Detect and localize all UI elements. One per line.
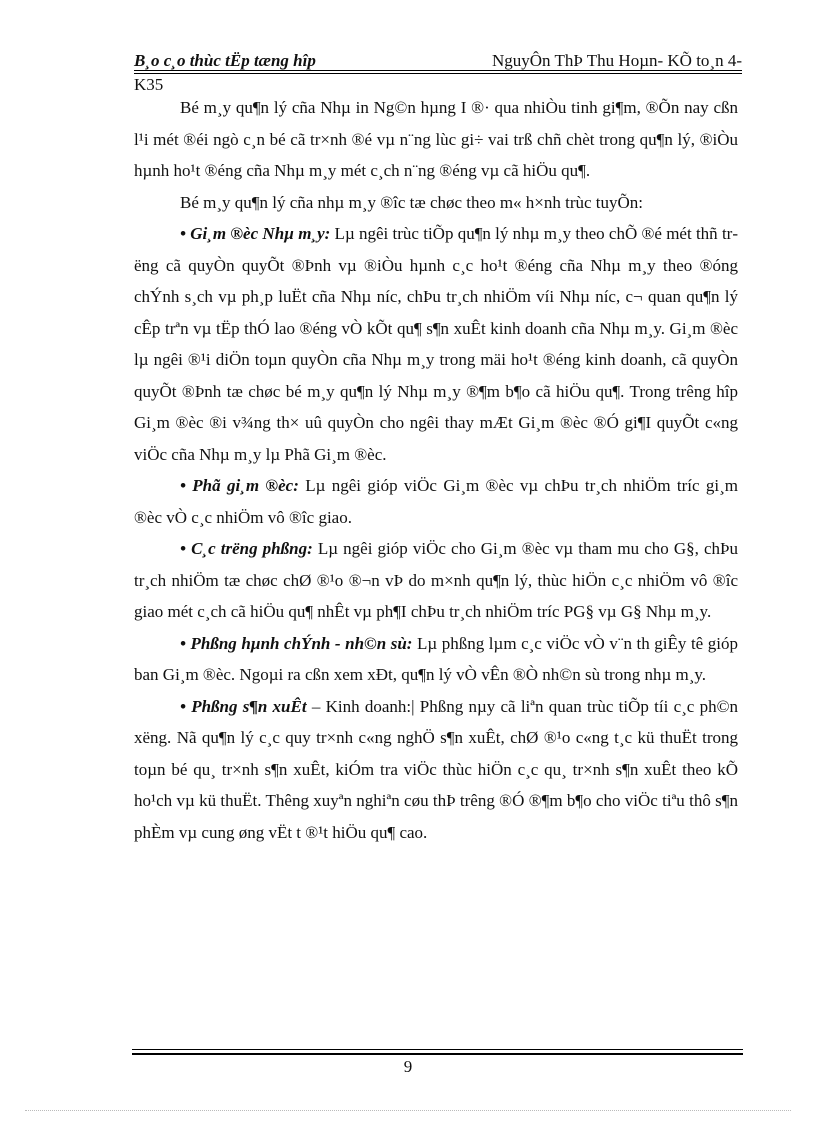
paragraph-text: Lµ phßng lµm c¸c viÖc vÒ v¨n th giÊy tê gióp ban Gi¸m ®èc. Ngoµi ra cßn xem xÐt, qu¶n lý vÒ vÊn ®Ò nh©n sù trong nhµ m¸y. xyxy=(134,633,739,684)
page-bottom-dotted-border xyxy=(25,1110,791,1111)
footer-rule xyxy=(132,1049,743,1050)
header-rule-secondary xyxy=(134,73,742,74)
paragraph-lead: • C¸c trëng phßng: xyxy=(180,539,313,558)
paragraph-text: Lµ ngêi gióp viÖc Gi¸m ®èc vµ chÞu tr¸ch nhiÖm tríc gi¸m ®èc vÒ c¸c nhiÖm vô ®îc giao. xyxy=(134,476,738,527)
paragraph-deputy-director xyxy=(134,470,738,533)
report-title: B¸o c¸o thùc tËp tæng hîp xyxy=(134,51,316,70)
paragraph-structure xyxy=(134,187,738,219)
paragraph-text: – Kinh doanh:| Phßng nµy cã liªn quan trùc tiÕp tíi c¸c ph©n xëng. Nã qu¶n lý c¸c quy tr×nh c«ng nghÖ s¶n xuÊt, chØ ®¹o c«ng t¸c kü thuËt trong toµn bé qu¸ tr×nh s¶n xuÊt, kiÓm tra viÖc thùc hiÖn c¸c qu¸ tr×nh s¶n xuÊt theo kÕ ho¹ch vµ kü thuËt. Thêng xuyªn nghiªn cøu thÞ trêng ®Ó ®¶m b¶o cho viÖc tiªu thô s¶n phÈm vµ cung øng vËt t ®¹t hiÖu qu¶ cao. xyxy=(134,696,738,842)
body-text xyxy=(134,92,738,848)
paragraph-intro xyxy=(134,92,738,187)
paragraph-admin-hr xyxy=(134,628,738,691)
paragraph-lead: • Gi¸m ®èc Nhµ m¸y: xyxy=(180,224,331,243)
paragraph-lead: • Phã gi¸m ®èc: xyxy=(180,476,299,495)
paragraph-text: Bé m¸y qu¶n lý cña nhµ m¸y ®îc tæ chøc theo m« h×nh trùc tuyÕn: xyxy=(180,192,644,212)
header-rule xyxy=(134,70,742,71)
paragraph-department-heads xyxy=(134,533,738,628)
paragraph-director xyxy=(134,218,738,470)
running-header xyxy=(134,50,742,72)
paragraph-text: Lµ ngêi gióp viÖc cho Gi¸m ®èc vµ tham mu cho G§, chÞu tr¸ch nhiÖm tæ chøc chØ ®¹o ®¬n vÞ do m×nh qu¶n lý, thùc hiÖn c¸c nhiÖm vô ®îc giao mét c¸ch cã hiÖu qu¶ nhÊt vµ ph¶I chÞu tr¸ch nhiÖm tríc PG§ vµ G§ Nhµ m¸y. xyxy=(134,539,738,621)
author-line: NguyÔn ThÞ Thu Hoµn- KÕ to¸n 4- xyxy=(492,51,742,70)
page-number: 9 xyxy=(403,1057,413,1076)
author-line-continuation: K35 xyxy=(134,75,164,94)
footer-rule-thick xyxy=(132,1053,743,1055)
paragraph-lead: • Phßng s¶n xuÊt xyxy=(180,696,307,716)
paragraph-production-business xyxy=(134,691,738,849)
paragraph-lead: • Phßng hµnh chÝnh - nh©n sù: xyxy=(180,633,413,653)
paragraph-text: Lµ ngêi trùc tiÕp qu¶n lý nhµ m¸y theo chÕ ®é mét thñ trëng cã quyÒn quyÕt ®Þnh vµ ®iÒu hµnh c¸c ho¹t ®éng cña Nhµ m¸y theo ®óng chÝnh s¸ch vµ ph¸p luËt cña Nhµ níc, chÞu tr¸ch nhiÖm víi Nhµ níc, c¬ quan qu¶n lý cÊp trªn vµ tËp thÓ lao ®éng vÒ kÕt qu¶ s¶n xuÊt kinh doanh cña Nhµ m¸y. Gi¸m ®èc lµ ngêi ®¹i diÖn toµn quyÒn cña Nhµ m¸y trong mäi ho¹t ®éng kinh doanh, cã quyÒn quyÕt ®Þnh tæ chøc bé m¸y qu¶n lý Nhµ m¸y ®¶m b¶o cã hiÖu qu¶. Trong trêng hîp Gi¸m ®èc ®i v¾ng th× uû quyÒn cho ngêi thay mÆt Gi¸m ®èc ®Ó gi¶I quyÕt c«ng viÖc cña Nhµ m¸y lµ Phã Gi¸m ®èc. xyxy=(134,224,738,464)
paragraph-text: Bé m¸y qu¶n lý cña Nhµ in Ng©n hµng I ®· qua nhiÒu tinh gi¶m, ®Õn nay cßn l¹i mét ®éi ngò c¸n bé cã tr×nh ®é vµ n¨ng lùc gi÷ vai trß chñ chèt trong qu¶n lý, ®iÒu hµnh ho¹t ®éng cña Nhµ m¸y mét c¸ch n¨ng ®éng vµ cã hiÖu qu¶. xyxy=(134,98,738,180)
